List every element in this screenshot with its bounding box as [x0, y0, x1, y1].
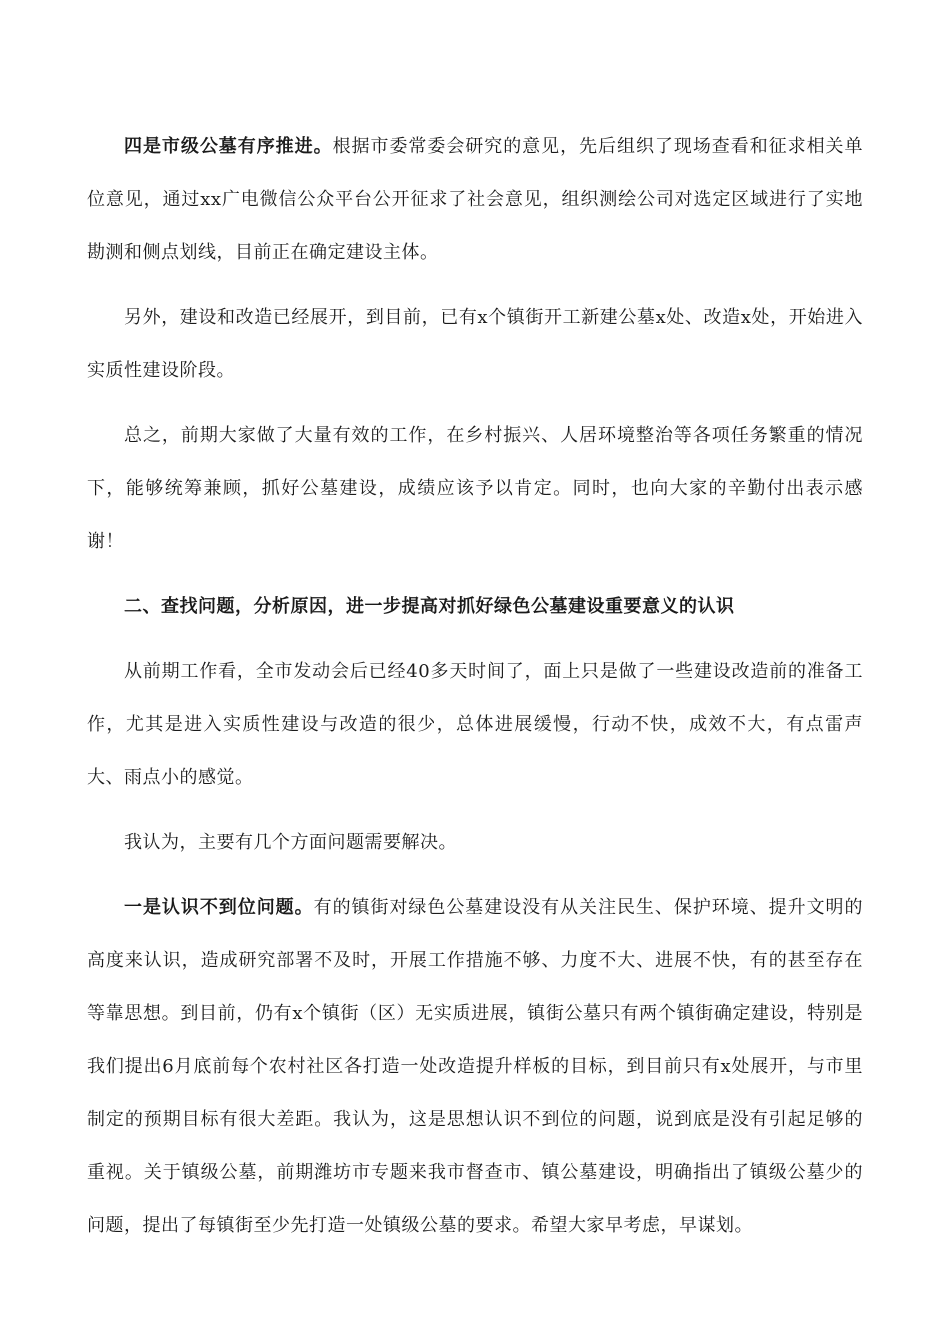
- paragraph-progress-review: [87, 645, 863, 804]
- paragraph-text: 从前期工作看，全市发动会后已经40多天时间了，面上只是做了一些建设改造前的准备工作，尤其是进入实质性建设与改造的很少，总体进展缓慢，行动不快，成效不大，有点雷声大、雨点小的感觉。: [87, 661, 863, 788]
- paragraph-text: 我认为，主要有几个方面问题需要解决。: [124, 832, 457, 853]
- paragraph-text: 总之，前期大家做了大量有效的工作，在乡村振兴、人居环境整治等各项任务繁重的情况下，能够统筹兼顾，抓好公墓建设，成绩应该予以肯定。同时，也向大家的辛勤付出表示感谢！: [87, 425, 863, 552]
- paragraph-text: 另外，建设和改造已经展开，到目前，已有x个镇街开工新建公墓x处、改造x处，开始进入实质性建设阶段。: [87, 307, 863, 381]
- paragraph-construction-started: [87, 291, 863, 397]
- paragraph-text: 有的镇街对绿色公墓建设没有从关注民生、保护环境、提升文明的高度来认识，造成研究部署不及时，开展工作措施不够、力度不大、进展不快，有的甚至存在等靠思想。到目前，仍有x个镇街（区）无实质进展，镇街公墓只有两个镇街确定建设，特别是我们提出6月底前每个农村社区各打造一处改造提升样板的目标，到目前只有x处展开，与市里制定的预期目标有很大差距。我认为，这是思想认识不到位的问题，说到底是没有引起足够的重视。关于镇级公墓，前期潍坊市专题来我市督查市、镇公墓建设，明确指出了镇级公墓少的问题，提出了每镇街至少先打造一处镇级公墓的要求。希望大家早考虑，早谋划。: [87, 897, 864, 1236]
- section-heading-2: 二、查找问题，分析原因，进一步提高对抓好绿色公墓建设重要意义的认识: [124, 596, 735, 617]
- paragraph-lead: 一是认识不到位问题。: [124, 897, 314, 918]
- paragraph-lead: 四是市级公墓有序推进。: [124, 136, 333, 157]
- paragraph-municipal-cemetery: [87, 120, 863, 279]
- paragraph-text: 根据市委常委会研究的意见，先后组织了现场查看和征求相关单位意见，通过xx广电微信公众平台公开征求了社会意见，组织测绘公司对选定区域进行了实地勘测和侧点划线，目前正在确定建设主体。: [87, 136, 864, 263]
- paragraph-summary-thanks: [87, 409, 863, 568]
- paragraph-problems-intro: [87, 816, 863, 869]
- document-body: [87, 120, 863, 1264]
- paragraph-awareness-problem: [87, 881, 863, 1252]
